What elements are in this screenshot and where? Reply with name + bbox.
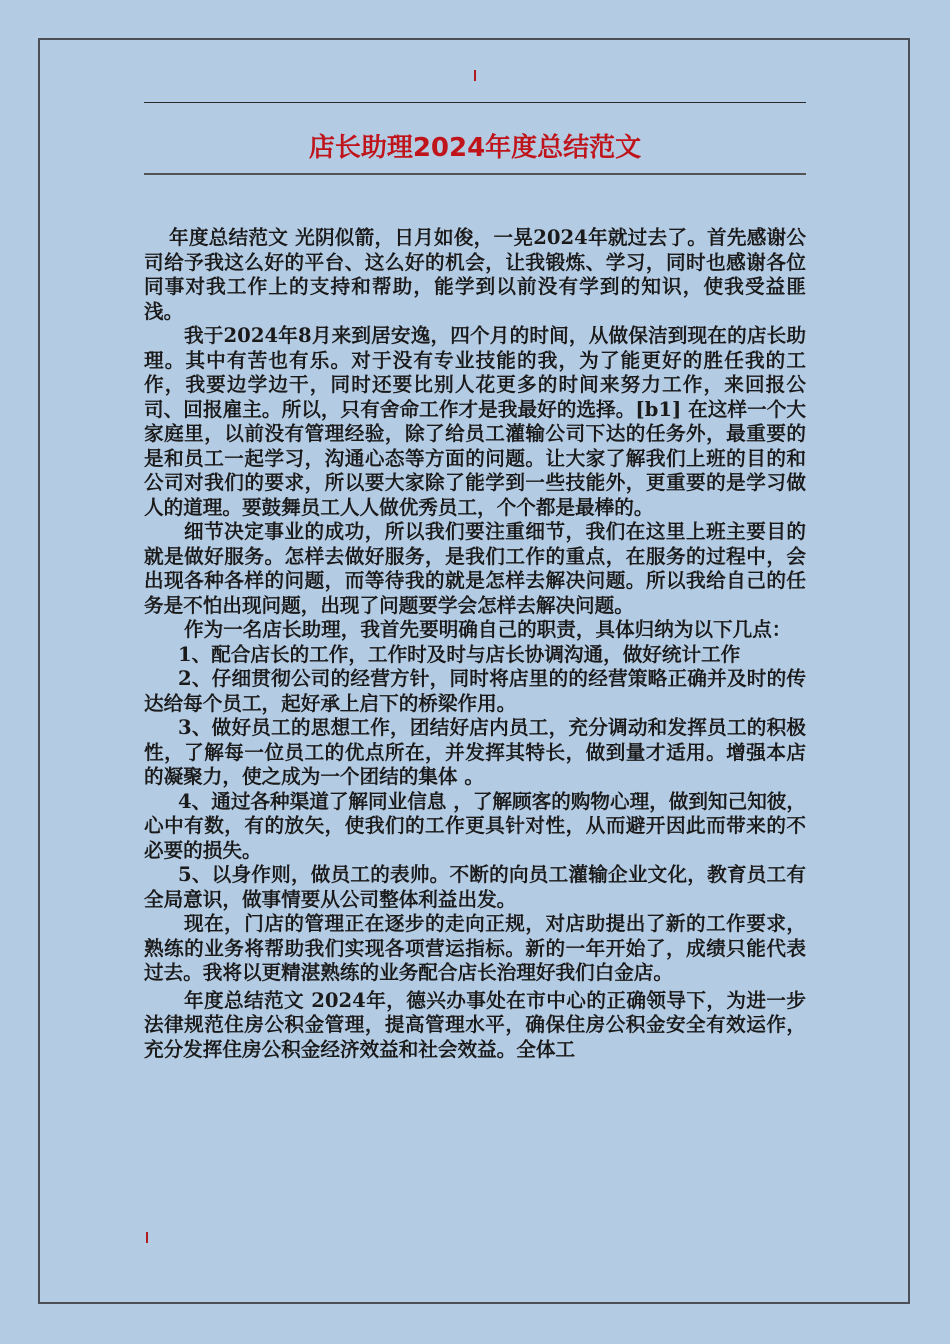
- paragraph-outlook: 现在，门店的管理正在逐步的走向正规，对店助提出了新的工作要求，熟练的业务将帮助我们实现各项营运指标。新的一年开始了，成绩只能代表过去。我将以更精湛熟练的业务配合店长治理好我们白金店。: [144, 912, 806, 984]
- document-body: [144, 226, 806, 1062]
- duty-item-5: 5、以身作则，做员工的表帅。不断的向员工灌输企业文化，教育员工有全局意识，做事情要从公司整体利益出发。: [144, 863, 806, 911]
- title-rule: [144, 173, 806, 175]
- header-cursor-mark: [474, 70, 476, 81]
- duty-item-2: 2、仔细贯彻公司的经营方针，同时将店里的的经营策略正确并及时的传达给每个员工，起好承上启下的桥梁作用。: [144, 667, 806, 715]
- document-title: 店长助理2024年度总结范文: [308, 133, 642, 163]
- duty-item-1: 1、配合店长的工作，工作时及时与店长协调沟通，做好统计工作: [178, 642, 741, 666]
- duty-item-4: 4、通过各种渠道了解同业信息 ，了解顾客的购物心理，做到知己知彼，心中有数，有的放矢，使我们的工作更具针对性，从而避开因此而带来的不必要的损失。: [144, 789, 806, 862]
- header-rule: [144, 102, 806, 103]
- paragraph-details: 细节决定事业的成功，所以我们要注重细节，我们在这里上班主要目的就是做好服务。怎样去做好服务，是我们工作的重点，在服务的过程中，会出现各种各样的问题，而等待我的就是怎样去解决问题。所以我给自己的任务是不怕出现问题，出现了问题要学会怎样去解决问题。: [144, 520, 806, 617]
- paragraph-experience: 我于2024年8月来到居安逸，四个月的时间，从做保洁到现在的店长助理。其中有苦也有乐。对于没有专业技能的我，为了能更好的胜任我的工作，我要边学边干，同时还要比别人花更多的时间来努力工作，来回报公司、回报雇主。所以，只有舍命工作才是我最好的选择。[b1] 在这样一个大家庭里，以前没有管理经验，除了给员工灌输公司下达的任务外，最重要的是和员工一起学习，沟通心态等方面的问题。让大家了解我们上班的目的和公司对我们的要求，所以要大家除了能学到一些技能外，更重要的是学习做人的道理。要鼓舞员工人人做优秀员工，个个都是最棒的。: [144, 324, 806, 519]
- paragraph-duties-intro: 作为一名店长助理，我首先要明确自己的职责，具体归纳为以下几点：: [184, 618, 792, 641]
- paragraph-intro: 年度总结范文 光阴似箭，日月如俊，一晃2024年就过去了。首先感谢公司给予我这么好的平台、这么好的机会，让我锻炼、学习，同时也感谢各位同事对我工作上的支持和帮助，能学到以前没有学到的知识，使我受益匪浅。: [144, 226, 806, 323]
- duty-item-3: 3、做好员工的思想工作，团结好店内员工，充分调动和发挥员工的积极性，了解每一位员工的优点所在，并发挥其特长，做到量才适用。增强本店的凝聚力，使之成为一个团结的集体 。: [144, 716, 806, 788]
- footer-cursor-mark: [146, 1232, 148, 1243]
- paragraph-second-summary: 年度总结范文 2024年，德兴办事处在市中心的正确领导下，为进一步法律规范住房公积金管理，提高管理水平，确保住房公积金安全有效运作，充分发挥住房公积金经济效益和社会效益。全体工: [144, 988, 806, 1061]
